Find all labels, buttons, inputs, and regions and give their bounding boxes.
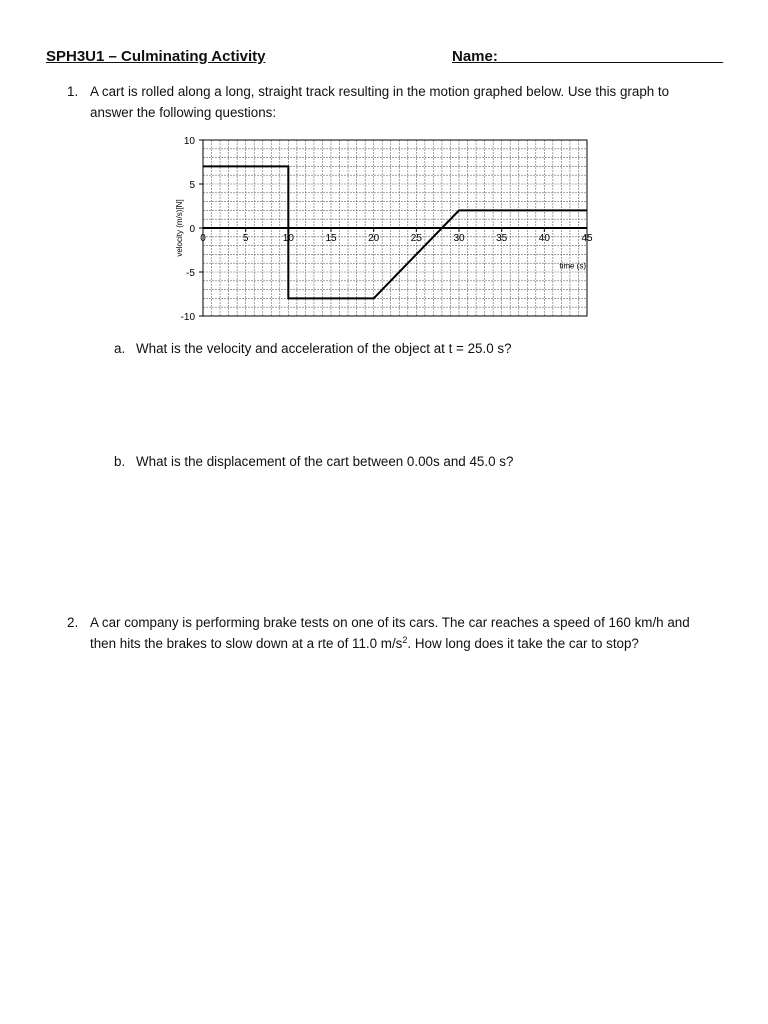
question-text-line: A car company is performing brake tests on one of its cars. The car reaches a speed of 160 km/h and: [90, 615, 690, 630]
question-text: [90, 81, 720, 123]
y-axis-label: velocity (m/s)[N]: [175, 199, 184, 257]
name-field-label: Name:___________________________: [452, 48, 724, 65]
data-point: [587, 210, 588, 211]
x-tick-label: 10: [282, 233, 294, 244]
data-point: [373, 298, 374, 299]
question-text: [90, 612, 720, 654]
y-tick-label: -10: [180, 312, 195, 323]
superscript: 2: [402, 635, 408, 645]
x-tick-label: 20: [368, 233, 380, 244]
x-axis-label: time (s): [559, 261, 586, 271]
question-number: 2.: [67, 615, 79, 630]
data-point: [459, 210, 460, 211]
question-text-line: A cart is rolled along a long, straight track resulting in the motion graphed below. Use this graph to: [90, 84, 670, 99]
x-tick-label: 45: [581, 233, 593, 244]
question-text-line: [90, 633, 720, 654]
x-tick-label: 30: [453, 233, 465, 244]
part-letter: a.: [114, 341, 126, 356]
part-text: What is the displacement of the cart between 0.00s and 45.0 s?: [136, 454, 514, 469]
question-text-line: answer the following questions:: [90, 105, 277, 120]
x-tick-label: 0: [200, 233, 206, 244]
question-text-segment: . How long does it take the car to stop?: [407, 636, 639, 651]
y-tick-label: 5: [189, 180, 195, 191]
y-tick-label: -5: [186, 268, 195, 279]
question-number: 1.: [67, 84, 79, 99]
series-line: [203, 166, 587, 298]
data-point: [203, 166, 204, 167]
part-text: What is the velocity and acceleration of the object at t = 25.0 s?: [136, 341, 512, 356]
data-point: [288, 166, 289, 167]
worksheet-title: SPH3U1 – Culminating Activity: [46, 48, 266, 65]
x-tick-label: 5: [242, 233, 249, 244]
x-tick-label: 40: [538, 233, 550, 244]
part-letter: b.: [114, 454, 126, 469]
x-tick-label: 25: [410, 233, 422, 244]
data-point: [288, 298, 289, 299]
y-tick-label: 10: [183, 136, 195, 147]
question-text-segment: then hits the brakes to slow down at a rte of 11.0 m/s: [90, 636, 403, 651]
x-tick-label: 15: [325, 233, 337, 244]
velocity-time-chart: [168, 128, 598, 328]
y-tick-label: 0: [189, 224, 195, 235]
x-tick-label: 35: [496, 233, 508, 244]
